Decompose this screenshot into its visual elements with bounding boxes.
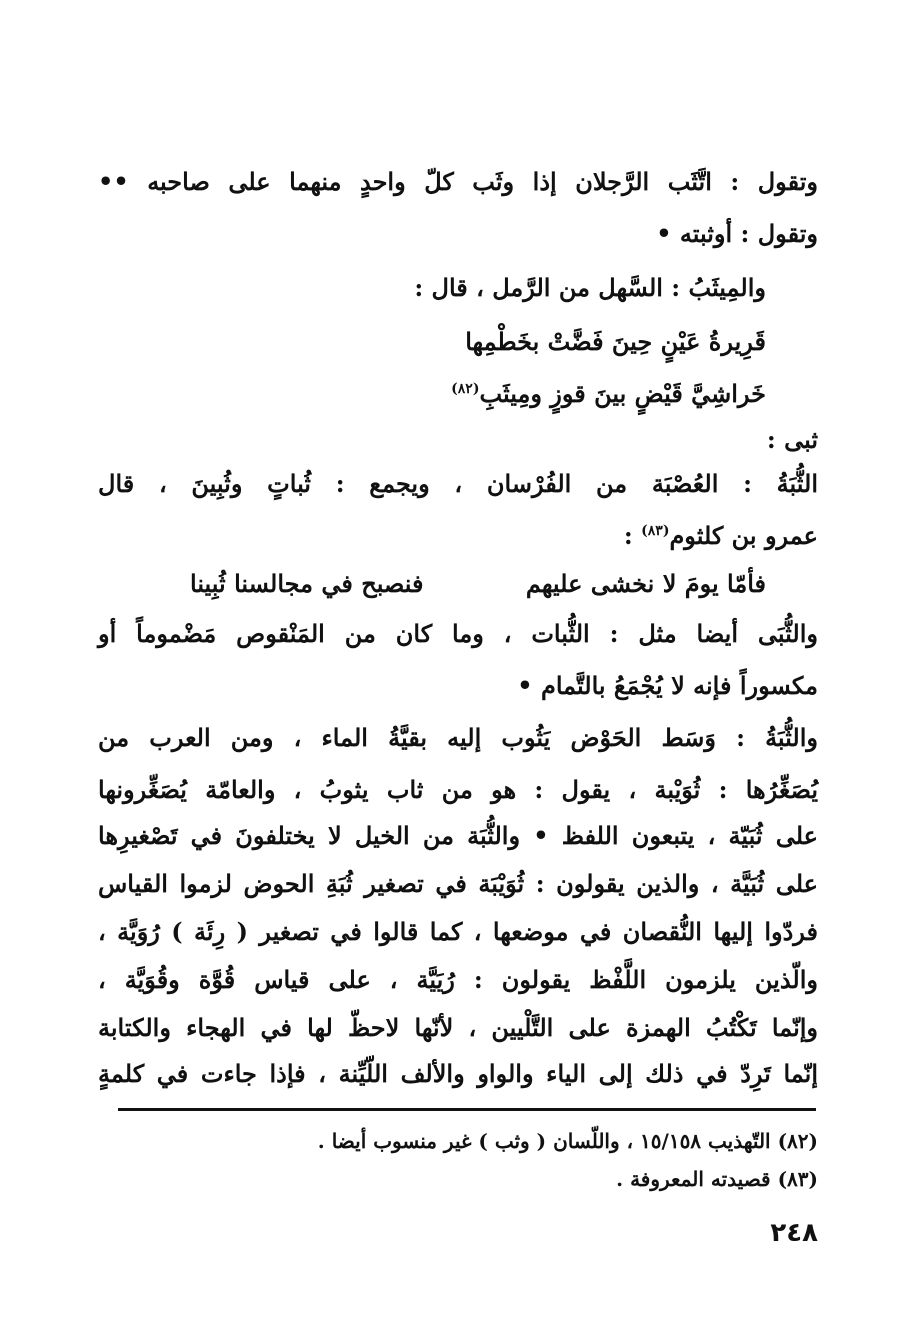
text-line-4: الثُّبَةُ : العُصْبَة من الفُرْسان ، ويجمع : ثُباتٍ وثُبِينَ ، قال bbox=[98, 469, 818, 498]
text-line-3: والمِيثَبُ : السَّهل من الرَّمل ، قال : bbox=[414, 273, 766, 302]
colon: : bbox=[623, 521, 633, 550]
text-line-14: وإنّما تَكْتُبُ الهمزة على التَّلْيين ، لأنّها لاحظّ لها في الهجاء والكتابة bbox=[98, 1013, 818, 1042]
footnote-ref-83: (٨٣) bbox=[641, 523, 670, 539]
footnote-82: (٨٢) التّهذيب ١٥/١٥٨ ، واللّسان ( وثب ) غير منسوب أيضا . bbox=[317, 1129, 818, 1153]
text-line-9: يُصَغِّرُها : ثُوَيْبة ، يقول : هو من ثاب يثوبُ ، والعامّة يُصَغِّرونها bbox=[98, 775, 818, 804]
text-line-10: على ثُبَيّة ، يتبعون اللفظ • والثُّبَة من الخيل لا يختلفونَ في تَصْغيرِها bbox=[98, 821, 818, 850]
text-line-13: والّذين يلزمون اللَّفْظ يقولون : رُيَيَّة ، على قياس قُوَّة وقُوَيَّة ، bbox=[98, 965, 818, 994]
text-line-6: والثُّبَى أيضا مثل : الثُّبات ، وما كان من المَنْقوص مَضْموماً أو bbox=[98, 619, 818, 648]
text-line-5 bbox=[98, 516, 818, 556]
verse-2-hemistich-1: فأمّا يومَ لا نخشى عليهم bbox=[525, 569, 766, 598]
footnote-separator bbox=[118, 1108, 816, 1111]
text-line-8: والثُّبَةُ : وَسَط الحَوْض يَثُوب إليه بقيَّةُ الماء ، ومن العرب من bbox=[98, 723, 818, 752]
text-line-12: فردّوا إليها النُّقصان في موضعها ، كما قالوا في تصغير ( رِئَة ) رُوَيَّة ، bbox=[98, 917, 818, 946]
text-line-15: إنّما تَرِدّ في ذلك إلى الياء والواو والألف اللّيِّنة ، فإذا جاءت في كلمةٍ bbox=[98, 1059, 818, 1088]
verse-1-hemistich-2-text: خَراشِيَّ قَيْضٍ بينَ قوزٍ ومِيثَبِ bbox=[479, 379, 766, 408]
footnote-ref-82: (٨٢) bbox=[451, 381, 480, 397]
text-line-7: مكسوراً فإنه لا يُجْمَعُ بالتَّمام • bbox=[517, 671, 818, 700]
text-line-2: وتقول : أوثبته • bbox=[656, 219, 818, 248]
text-line-1: وتقول : اتَّثَب الرَّجلان إذا وثَب كلّ واحدٍ منهما على صاحبه •• bbox=[98, 167, 818, 196]
text-line-11: على ثُبَيَّة ، والذين يقولون : ثُوَيْبَة في تصغير ثُبَةِ الحوض لزموا القياس bbox=[98, 869, 818, 898]
section-heading-thaba: ثبى : bbox=[766, 425, 818, 454]
poet-name: عمرو بن كلثوم bbox=[669, 521, 818, 550]
verse-1-hemistich-1: قَرِيرةُ عَيْنٍ حِينَ فَضَّتْ بخَطْمِها bbox=[465, 327, 766, 356]
verse-1-hemistich-2 bbox=[451, 374, 766, 414]
page-number: ٢٤٨ bbox=[770, 1218, 818, 1248]
verse-2-hemistich-2: فنصبح في مجالسنا ثُبِينا bbox=[190, 569, 424, 598]
footnote-83: (٨٣) قصيدته المعروفة . bbox=[616, 1167, 818, 1191]
